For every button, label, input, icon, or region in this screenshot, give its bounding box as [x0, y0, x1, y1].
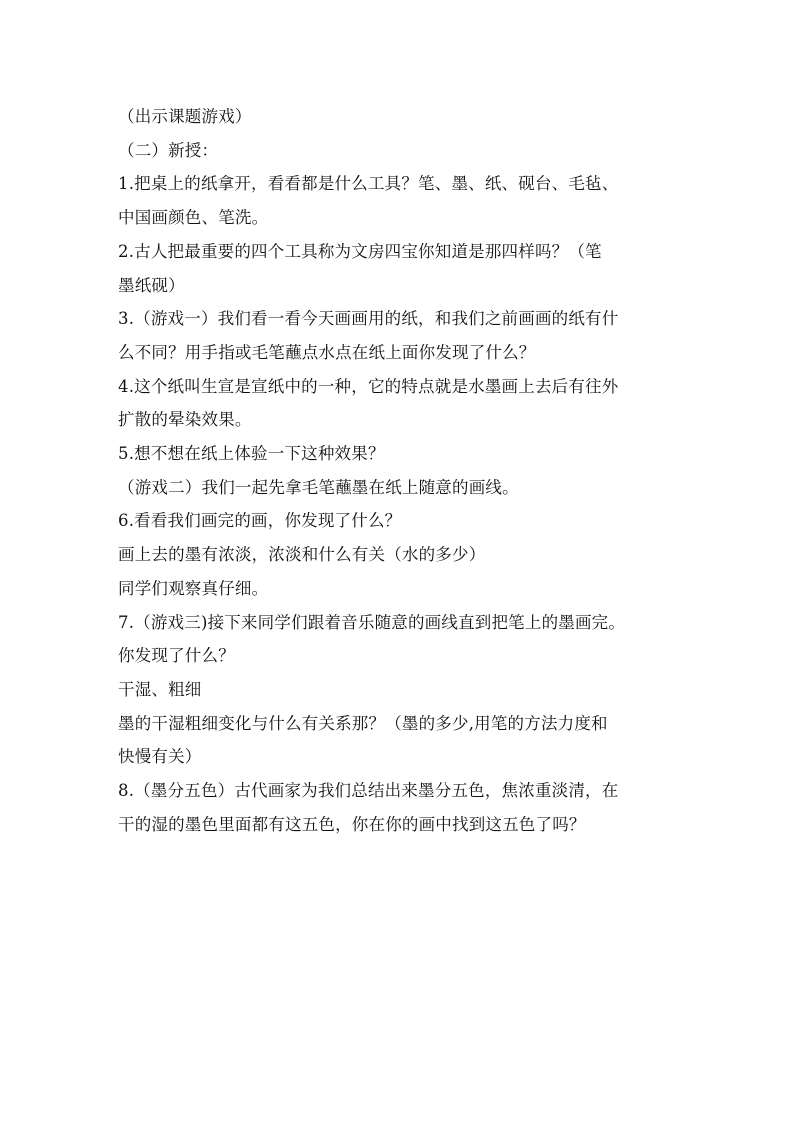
- text-line: 么不同？用手指或毛笔蘸点水点在纸上面你发现了什么？: [118, 342, 536, 362]
- text-line: 干湿、粗细: [118, 679, 202, 699]
- lesson-plan-body: [118, 100, 684, 841]
- text-line: 5.想不想在纸上体验一下这种效果？: [118, 444, 385, 464]
- text-line: 4.这个纸叫生宣是宣纸中的一种，它的特点就是水墨画上去后有往外: [118, 376, 619, 396]
- text-line: 快慢有关）: [118, 747, 202, 767]
- text-line: 6.看看我们画完的画，你发现了什么？: [118, 511, 402, 531]
- text-line: 3.（游戏一）我们看一看今天画画用的纸，和我们之前画画的纸有什: [118, 309, 619, 329]
- text-line: 中国画颜色、笔洗。: [118, 208, 269, 228]
- text-line: 1.把桌上的纸拿开，看看都是什么工具？笔、墨、纸、砚台、毛毡、: [118, 174, 619, 194]
- text-line: 同学们观察真仔细。: [118, 578, 269, 598]
- text-line: 画上去的墨有浓淡，浓淡和什么有关（水的多少）: [118, 545, 486, 565]
- section-heading-new-lesson: （二）新授：: [118, 140, 219, 160]
- text-line: 墨的干湿粗细变化与什么有关系那？（墨的多少,用笔的方法力度和: [118, 713, 608, 733]
- text-line: 2.古人把最重要的四个工具称为文房四宝你知道是那四样吗？（笔: [118, 241, 602, 261]
- text-line: 墨纸砚）: [118, 275, 185, 295]
- text-line: 扩散的晕染效果。: [118, 410, 252, 430]
- text-line: （游戏二）我们一起先拿毛笔蘸墨在纸上随意的画线。: [118, 477, 519, 497]
- text-line: 8.（墨分五色）古代画家为我们总结出来墨分五色，焦浓重淡清，在: [118, 781, 619, 801]
- text-line: 7.（游戏三)接下来同学们跟着音乐随意的画线直到把笔上的墨画完。: [118, 612, 626, 632]
- text-line: 干的湿的墨色里面都有这五色，你在你的画中找到这五色了吗？: [118, 814, 586, 834]
- text-line: 你发现了什么？: [118, 646, 235, 666]
- text-line: （出示课题游戏）: [118, 107, 252, 126]
